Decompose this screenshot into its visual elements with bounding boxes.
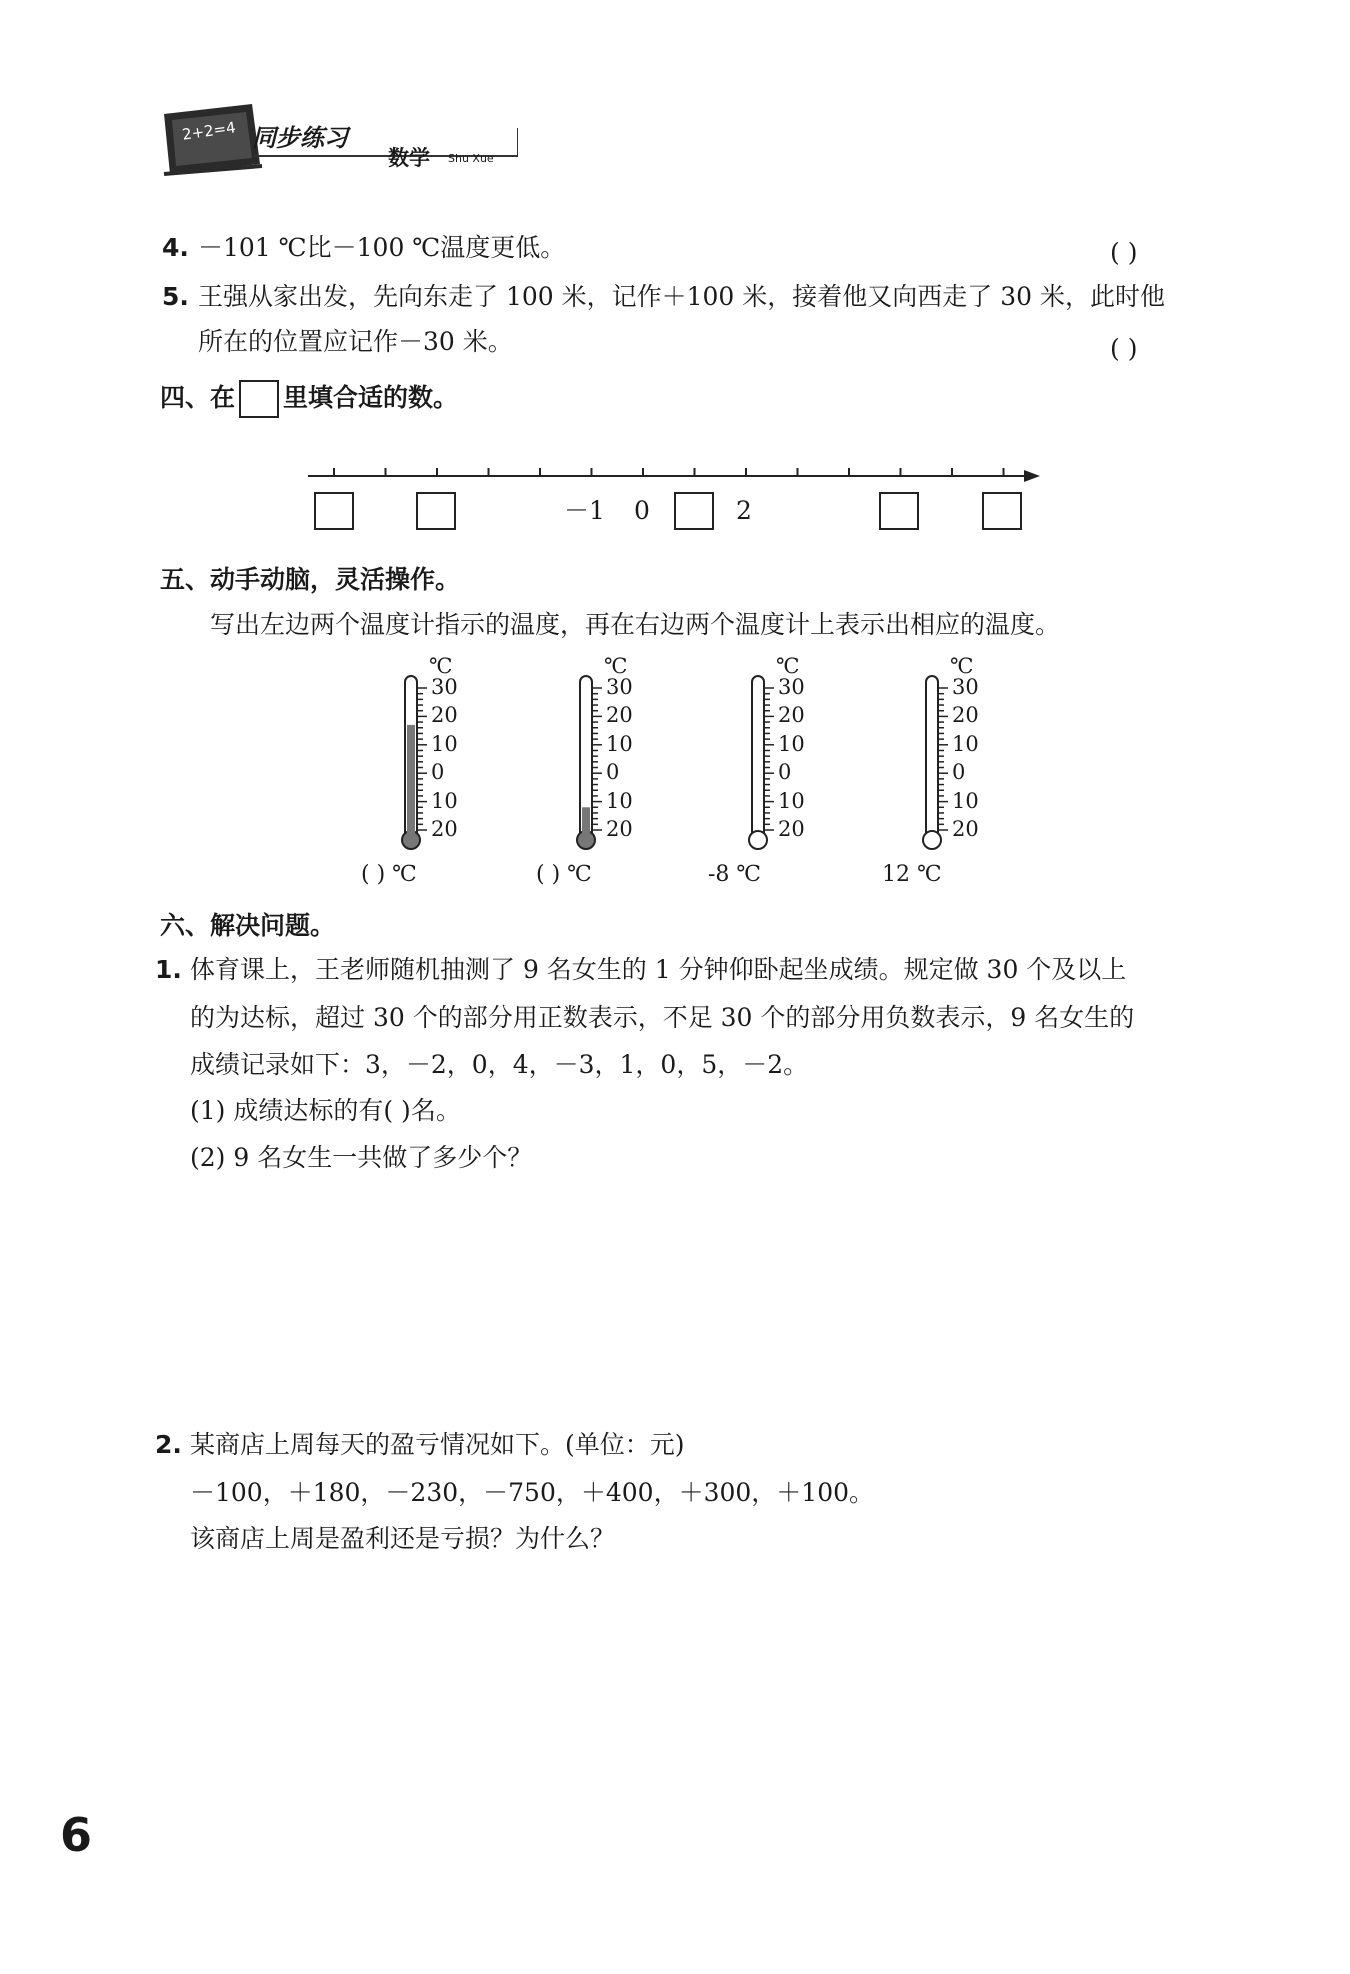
thermometer-answer: 12 ℃ (882, 862, 942, 887)
thermometer-scale-label: 30 (431, 675, 458, 699)
numberline-label: 0 (634, 496, 650, 525)
page-number: 6 (60, 1808, 93, 1862)
question-text-line2: 所在的位置应记作－30 米。 (198, 327, 513, 356)
question-text: －101 ℃比－100 ℃温度更低。 (198, 233, 566, 262)
thermometer-answer[interactable]: ( ) ℃ (536, 862, 592, 887)
thermometer (395, 652, 465, 861)
thermometer-scale-label: 30 (778, 675, 805, 699)
header-logo (158, 100, 518, 180)
thermometer-scale-label: 0 (952, 760, 966, 785)
thermometer-scale-label: 10 (606, 731, 633, 756)
number-box-5[interactable] (982, 492, 1022, 530)
thermometer (916, 652, 986, 861)
problem-number: 2. (155, 1430, 182, 1459)
question-number: 5. (162, 282, 189, 311)
subject-title: 数学 (388, 146, 430, 170)
thermometer-scale-label: 30 (952, 675, 979, 699)
thermometer-scale-label: 10 (952, 731, 979, 756)
problem-text-line1: 体育课上，王老师随机抽测了 9 名女生的 1 分钟仰卧起坐成绩。规定做 30 个及以上 (190, 955, 1127, 984)
thermometer (742, 652, 812, 861)
mercury-column (407, 725, 415, 838)
thermometer-answer[interactable]: ( ) ℃ (361, 862, 417, 887)
thermometer-scale-label: 0 (778, 760, 792, 785)
thermometer-scale-label: 20 (778, 817, 805, 841)
number-line (300, 460, 1050, 490)
sub-question-1[interactable]: (1) 成绩达标的有( )名。 (190, 1096, 461, 1125)
numberline-label: －1 (564, 496, 605, 525)
question-number: 4. (162, 233, 189, 262)
thermometer-unit: ℃ (429, 654, 453, 678)
answer-bracket[interactable]: ( ) (1110, 238, 1138, 267)
thermometer-scale-label: 0 (431, 760, 445, 785)
thermometer-scale-label: 20 (778, 703, 805, 728)
number-box-3[interactable] (674, 492, 714, 530)
section-title: 四、在 里填合适的数。 (160, 380, 458, 418)
answer-box-sample (239, 380, 279, 418)
numberline-label: 2 (736, 496, 752, 525)
thermometer (570, 652, 640, 861)
thermometer-scale-label: 10 (431, 788, 458, 813)
number-box-2[interactable] (416, 492, 456, 530)
thermometer-scale-label: 20 (431, 817, 458, 841)
thermometer-scale-label: 20 (606, 703, 633, 728)
problem-text-line2: 的为达标，超过 30 个的部分用正数表示，不足 30 个的部分用负数表示，9 名女生的 (190, 1003, 1135, 1032)
thermometer-unit: ℃ (604, 654, 628, 678)
problem-text-line3: 成绩记录如下：3，－2，0，4，－3，1，0，5，－2。 (190, 1050, 809, 1079)
thermometer-answer: -8 ℃ (708, 862, 762, 887)
thermometer-scale-label: 10 (431, 731, 458, 756)
number-box-1[interactable] (314, 492, 354, 530)
mercury-column (582, 807, 590, 838)
thermometer-unit: ℃ (776, 654, 800, 678)
thermometer-unit: ℃ (950, 654, 974, 678)
problem-text-line3: 该商店上周是盈利还是亏损？为什么？ (190, 1524, 616, 1553)
thermometer-scale-label: 30 (606, 675, 633, 699)
number-box-4[interactable] (879, 492, 919, 530)
thermometer-scale-label: 10 (606, 788, 633, 813)
thermometer-scale-label: 10 (952, 788, 979, 813)
thermometer-scale-label: 20 (606, 817, 633, 841)
instruction-text: 写出左边两个温度计指示的温度，再在右边两个温度计上表示出相应的温度。 (210, 610, 1061, 639)
thermometer-scale-label: 10 (778, 731, 805, 756)
thermometer-scale-label: 20 (431, 703, 458, 728)
section-title: 六、解决问题。 (160, 911, 336, 940)
problem-text-line2: －100，＋180，－230，－750，＋400，＋300，＋100。 (190, 1478, 875, 1507)
problem-number: 1. (155, 955, 182, 984)
subject-pinyin: Shu Xue (448, 152, 494, 165)
board-text: 2+2=4 (181, 118, 237, 144)
answer-bracket[interactable]: ( ) (1110, 334, 1138, 363)
sub-question-2: (2) 9 名女生一共做了多少个？ (190, 1143, 533, 1172)
thermometer-scale-label: 20 (952, 703, 979, 728)
brand-title: 同步练习 (252, 124, 348, 152)
thermometer-scale-label: 0 (606, 760, 620, 785)
question-text-line1: 王强从家出发，先向东走了 100 米，记作＋100 米，接着他又向西走了 30 米，此时他 (198, 282, 1165, 311)
thermometer-scale-label: 20 (952, 817, 979, 841)
section-title: 五、动手动脑，灵活操作。 (160, 565, 461, 594)
problem-text-line1: 某商店上周每天的盈亏情况如下。(单位：元) (190, 1430, 685, 1459)
thermometer-scale-label: 10 (778, 788, 805, 813)
